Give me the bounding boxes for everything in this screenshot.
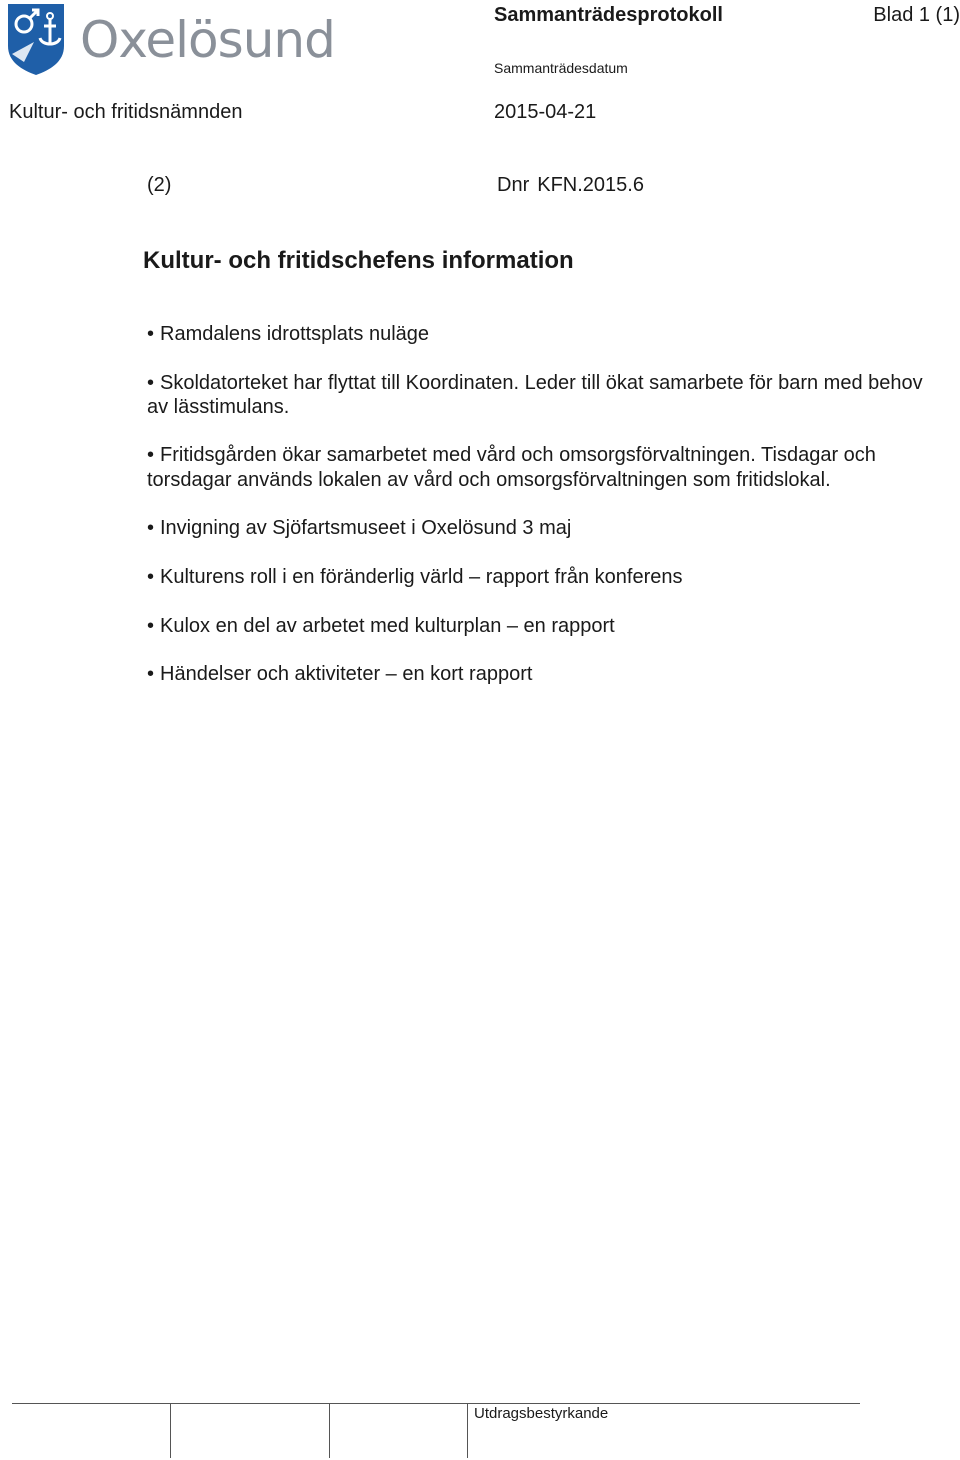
meeting-date-label: Sammanträdesdatum xyxy=(494,60,628,76)
information-list xyxy=(147,322,927,711)
logo-wordmark: Oxelösund xyxy=(80,11,335,69)
signature-box-divider xyxy=(467,1404,468,1458)
bullet-icon: • xyxy=(147,323,155,345)
case-number-label: Dnr xyxy=(497,174,530,196)
footer-divider xyxy=(12,1403,860,1404)
list-item: • Kulturens roll i en föränderlig värld – rapport från konferens xyxy=(147,565,683,588)
committee-name: Kultur- och fritidsnämnden xyxy=(9,101,243,123)
paragraph-number: (2) xyxy=(147,174,172,196)
page-indicator: Blad 1 (1) xyxy=(873,4,960,26)
extract-certification-label: Utdragsbestyrkande xyxy=(474,1405,609,1422)
meeting-date: 2015-04-21 xyxy=(494,101,597,123)
bullet-icon: • xyxy=(147,614,155,637)
bullet-icon: • xyxy=(147,517,155,540)
signature-box-divider xyxy=(170,1404,171,1458)
list-item: • Fritidsgården ökar samarbetet med vård och omsorgsförvaltningen. Tisdagar och torsdagar används lokalen av vård och omsorgsförvaltningen som fritidslokal. xyxy=(147,444,876,491)
list-item: • Ramdalens idrottsplats nuläge xyxy=(147,323,430,345)
list-item: • Invigning av Sjöfartsmuseet i Oxelösund 3 maj xyxy=(147,517,572,540)
bullet-icon: • xyxy=(147,663,155,686)
case-number xyxy=(497,173,644,197)
signature-box-divider xyxy=(329,1404,330,1458)
case-number-value: KFN.2015.6 xyxy=(537,174,644,196)
list-item: • Händelser och aktiviteter – en kort rapport xyxy=(147,663,533,686)
list-item: • Skoldatorteket har flyttat till Koordinaten. Leder till ökat samarbete för barn med behov av lässtimulans. xyxy=(147,371,923,418)
bullet-icon: • xyxy=(147,371,155,394)
section-heading: Kultur- och fritidschefens information xyxy=(143,247,574,274)
coat-of-arms-icon xyxy=(6,2,66,76)
bullet-icon: • xyxy=(147,444,155,467)
bullet-icon: • xyxy=(147,565,155,588)
list-item: • Kulox en del av arbetet med kulturplan – en rapport xyxy=(147,614,615,637)
document-type: Sammanträdesprotokoll xyxy=(494,4,723,26)
